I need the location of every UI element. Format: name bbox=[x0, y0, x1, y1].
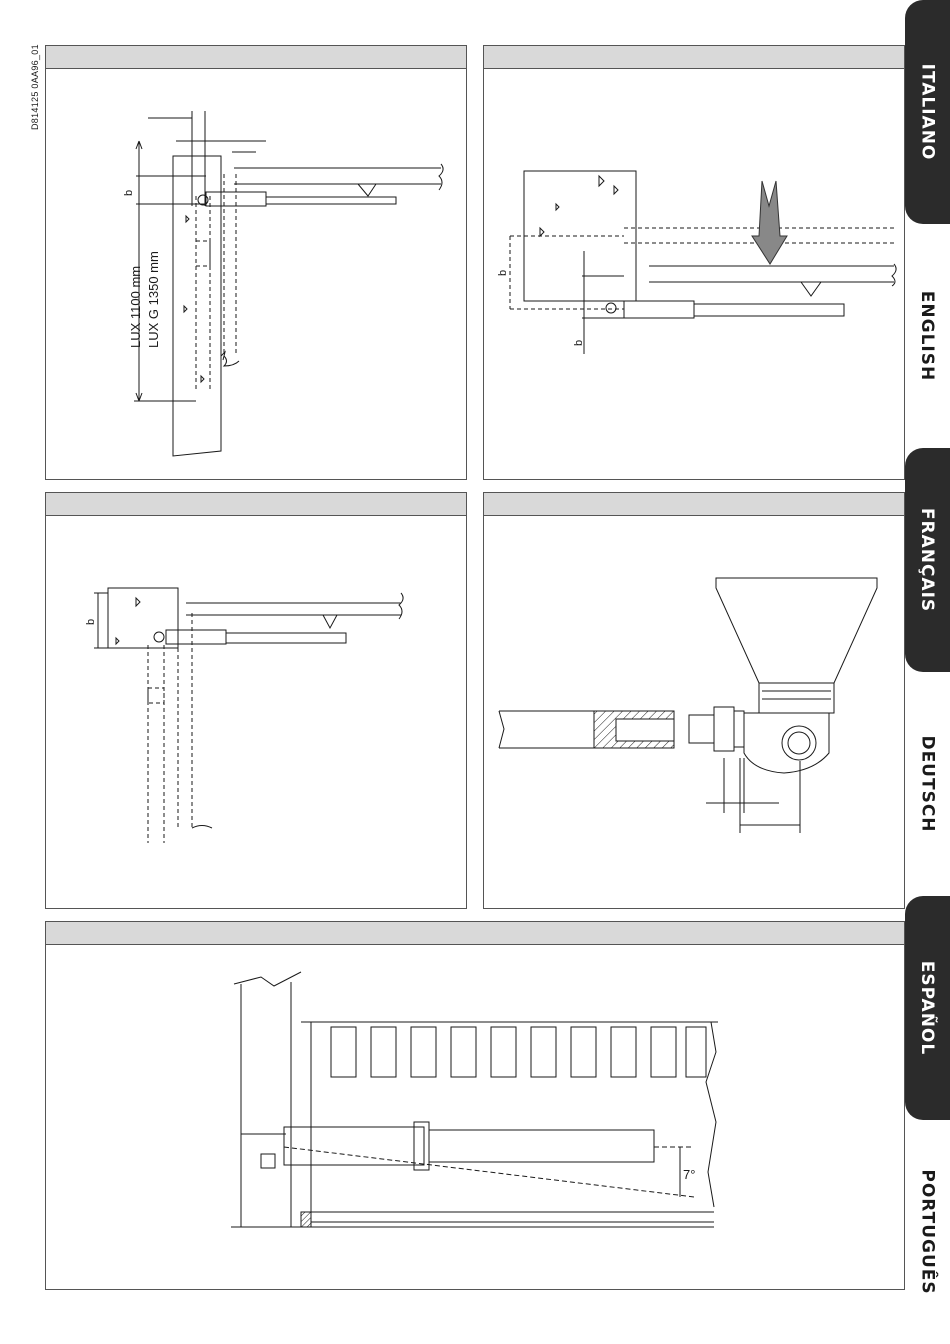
dimension-label-b: b bbox=[85, 618, 97, 625]
tab-label-espanol: ESPAÑOL bbox=[917, 960, 938, 1056]
tab-label-portugues: PORTUGUÊS bbox=[917, 1169, 938, 1295]
panel-bracket-position bbox=[45, 492, 467, 909]
panel-bolt-detail bbox=[483, 492, 905, 909]
dimension-label-b-lower: b bbox=[573, 339, 585, 346]
bolt-detail-diagram bbox=[484, 493, 906, 910]
tab-francais[interactable] bbox=[905, 448, 950, 672]
tab-label-english: ENGLISH bbox=[917, 290, 938, 382]
panel-gate-inclination bbox=[45, 921, 905, 1290]
panel-closing-position bbox=[483, 45, 905, 480]
tab-label-italiano: ITALIANO bbox=[917, 63, 938, 161]
inclination-diagram bbox=[46, 922, 906, 1291]
document-code: D814125 0AA96_01 bbox=[30, 44, 40, 130]
tab-portugues[interactable] bbox=[905, 1120, 950, 1344]
tab-english[interactable] bbox=[905, 224, 950, 448]
tab-label-francais: FRANÇAIS bbox=[917, 507, 938, 613]
closing-diagram bbox=[484, 46, 906, 481]
length-label-lux-g: LUX G 1350 mm bbox=[146, 251, 161, 348]
angle-label: 7° bbox=[683, 1167, 696, 1182]
dimension-label-b: b bbox=[123, 189, 135, 196]
tab-italiano[interactable] bbox=[905, 0, 950, 224]
tab-deutsch[interactable] bbox=[905, 672, 950, 896]
panel-installation-side-view bbox=[45, 45, 467, 480]
tab-espanol[interactable] bbox=[905, 896, 950, 1120]
length-label-lux: LUX 1100 mm bbox=[128, 265, 143, 348]
bracket-diagram bbox=[46, 493, 468, 910]
installation-diagram bbox=[46, 46, 468, 481]
dimension-label-b-upper: b bbox=[497, 269, 509, 276]
tab-label-deutsch: DEUTSCH bbox=[917, 735, 938, 833]
